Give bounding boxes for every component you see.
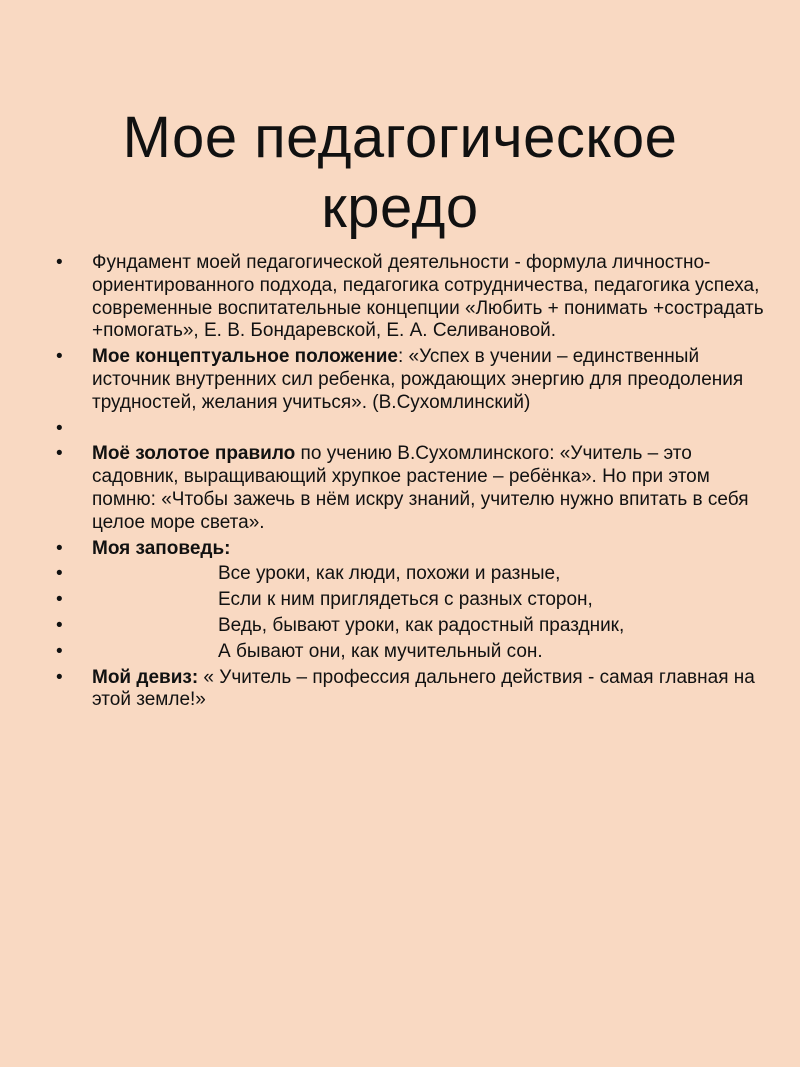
verse-text: А бывают они, как мучительный сон. [218,640,543,662]
foundation-text: Фундамент моей педагогической деятельности - формула личностно- ориентированного подхода, педагогика сотрудничества, педагогика успеха, современные воспитательные концепции «Любить + понимать +сострадать +помогать», Е. В. Бондаревской, Е. А. Селивановой. [92,252,764,342]
bullet-icon: • [56,443,63,465]
bullet-icon: • [56,417,63,439]
verse-line-2 [54,589,766,612]
concept-text: : «Успех в учении – единственный источник внутренних сил ребенка, рождающих энергию для преодоления трудностей, желания учиться». (В.Сухомлинский) [92,346,744,413]
title-line-1: Мое педагогическое [122,104,678,170]
bullet-icon: • [56,614,63,636]
motto-heading: Мой девиз: [92,666,199,688]
concept-heading: Мое концептуальное положение [92,346,398,368]
verse-line-3 [54,615,766,638]
bullet-icon: • [56,666,63,688]
verse-text: Если к ним приглядеться с разных сторон, [218,589,593,611]
content-list [54,252,766,715]
bullet-icon: • [56,346,63,368]
list-item-commandment [54,538,766,561]
bullet-icon: • [56,537,63,559]
golden-rule-text: по учению В.Сухомлинского: «Учитель – это садовник, выращивающий хрупкое растение – ребёнка». Но при этом помню: «Чтобы зажечь в нём искру знаний, учителю нужно впитать в себя целое море света». [92,443,749,533]
bullet-icon: • [56,252,63,273]
list-item-concept [54,346,766,414]
golden-rule-heading: Моё золотое правило [92,443,296,465]
commandment-heading: Моя заповедь: [92,537,231,559]
title-line-2: кредо [321,174,479,240]
verse-text: Ведь, бывают уроки, как радостный праздник, [218,614,625,636]
slide-title [40,103,760,243]
list-item-golden-rule [54,443,766,534]
verse-line-4 [54,641,766,664]
list-item-empty [54,418,766,441]
bullet-icon: • [56,640,63,662]
bullet-icon: • [56,589,63,611]
list-item-motto [54,667,766,713]
verse-text: Все уроки, как люди, похожи и разные, [218,563,561,585]
list-item-foundation [54,252,766,343]
verse-line-1 [54,563,766,586]
bullet-icon: • [56,563,63,585]
motto-text: « Учитель – профессия дальнего действия - самая главная на этой земле!» [92,666,755,711]
